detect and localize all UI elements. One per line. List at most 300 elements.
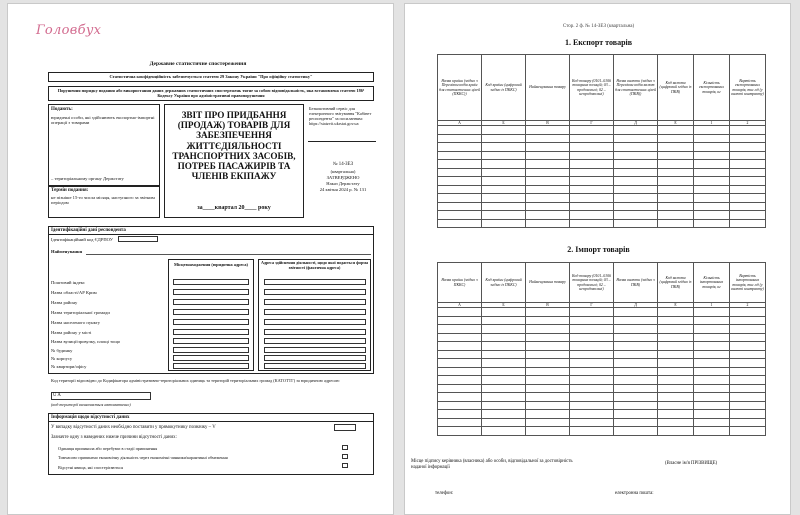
edrpou-field[interactable] xyxy=(118,236,158,242)
import-table-cell[interactable] xyxy=(570,350,614,359)
import-table-cell[interactable] xyxy=(730,350,766,359)
export-table-cell[interactable] xyxy=(694,194,730,203)
import-table-cell[interactable] xyxy=(570,427,614,436)
legal-address-field[interactable] xyxy=(173,319,249,325)
import-table-cell[interactable] xyxy=(438,427,482,436)
export-table-cell[interactable] xyxy=(658,219,694,228)
export-table-cell[interactable] xyxy=(570,151,614,160)
period-line: за____квартал 20____ року xyxy=(197,205,271,211)
export-table-cell[interactable] xyxy=(658,168,694,177)
export-table-cell[interactable] xyxy=(526,185,570,194)
export-table-cell[interactable] xyxy=(526,202,570,211)
export-table-cell[interactable] xyxy=(482,194,526,203)
export-table-cell[interactable] xyxy=(694,185,730,194)
import-table-cell[interactable] xyxy=(658,316,694,325)
export-table-cell[interactable] xyxy=(570,219,614,228)
column-letter: А xyxy=(438,121,482,126)
export-table-cell[interactable] xyxy=(570,160,614,169)
export-table-cell[interactable] xyxy=(438,211,482,220)
export-table-cell[interactable] xyxy=(614,168,658,177)
import-table-cell[interactable] xyxy=(614,384,658,393)
absence-title: Інформація щодо відсутності даних xyxy=(51,415,130,420)
export-table-cell[interactable] xyxy=(570,177,614,186)
import-table-cell[interactable] xyxy=(438,393,482,402)
export-table-cell[interactable] xyxy=(526,194,570,203)
export-table-cell[interactable] xyxy=(614,126,658,135)
legal-address-title: Місцезнаходження (юридична адреса) xyxy=(174,262,248,267)
export-table-cell[interactable] xyxy=(658,194,694,203)
actual-address-field[interactable] xyxy=(264,363,366,369)
export-table-cell[interactable] xyxy=(570,194,614,203)
export-table-cell[interactable] xyxy=(730,202,766,211)
import-table-cell[interactable] xyxy=(658,359,694,368)
import-table-cell[interactable] xyxy=(482,384,526,393)
import-table-cell[interactable] xyxy=(570,359,614,368)
import-table-cell[interactable] xyxy=(438,350,482,359)
column-letter: Д xyxy=(614,303,658,308)
import-table-cell[interactable] xyxy=(438,308,482,317)
import-table-cell[interactable] xyxy=(658,333,694,342)
import-table-cell[interactable] xyxy=(482,410,526,419)
export-table-cell[interactable] xyxy=(482,185,526,194)
import-table-cell[interactable] xyxy=(730,418,766,427)
export-table-cell[interactable] xyxy=(570,202,614,211)
import-table-cell[interactable] xyxy=(730,367,766,376)
import-col-header: Вартість імпортованих товарів, тис.од (у валюті контракту) xyxy=(730,263,766,303)
signature-left: Місце підпису керівника (власника) або особи, відповідальної за достовірність наданої інформації xyxy=(411,459,573,470)
import-table-cell[interactable] xyxy=(614,427,658,436)
legal-address-field[interactable] xyxy=(173,355,249,361)
export-table-cell[interactable] xyxy=(570,126,614,135)
export-table-cell[interactable] xyxy=(730,177,766,186)
actual-address-field[interactable] xyxy=(264,329,366,335)
export-table-cell[interactable] xyxy=(658,202,694,211)
export-table-cell[interactable] xyxy=(570,168,614,177)
import-table-cell[interactable] xyxy=(730,308,766,317)
export-table-cell[interactable] xyxy=(482,211,526,220)
import-table-cell[interactable] xyxy=(438,325,482,334)
import-table-cell[interactable] xyxy=(614,308,658,317)
export-table-cell[interactable] xyxy=(614,143,658,152)
import-table-cell[interactable] xyxy=(658,418,694,427)
import-table-cell[interactable] xyxy=(694,333,730,342)
import-table-cell[interactable] xyxy=(730,410,766,419)
import-table-cell[interactable] xyxy=(658,410,694,419)
export-table-cell[interactable] xyxy=(694,143,730,152)
export-table-cell[interactable] xyxy=(526,219,570,228)
export-table-row xyxy=(438,219,766,228)
import-table-cell[interactable] xyxy=(730,342,766,351)
export-table-cell[interactable] xyxy=(694,126,730,135)
import-table-cell[interactable] xyxy=(482,393,526,402)
address-row-label: Назва вулиці/провулку, площі тощо xyxy=(51,339,121,344)
import-table-cell[interactable] xyxy=(658,427,694,436)
import-table-cell[interactable] xyxy=(730,376,766,385)
export-table-cell[interactable] xyxy=(658,126,694,135)
import-table-cell[interactable] xyxy=(614,325,658,334)
absence-option: Одиниця припинила або перебуває в стадії припинення xyxy=(58,446,158,451)
respondent-title: Ідентифікаційні дані респондента xyxy=(51,228,126,233)
import-table-cell[interactable] xyxy=(570,376,614,385)
column-letter: Г xyxy=(570,121,614,126)
import-table-cell[interactable] xyxy=(526,376,570,385)
legal-address-field[interactable] xyxy=(173,347,249,353)
actual-address-field[interactable] xyxy=(264,347,366,353)
export-table-cell[interactable] xyxy=(614,219,658,228)
export-table-cell[interactable] xyxy=(438,143,482,152)
import-table-cell[interactable] xyxy=(482,350,526,359)
import-table-cell[interactable] xyxy=(730,401,766,410)
import-table-cell[interactable] xyxy=(438,376,482,385)
export-table-cell[interactable] xyxy=(658,211,694,220)
import-table-cell[interactable] xyxy=(526,427,570,436)
import-table-cell[interactable] xyxy=(482,308,526,317)
import-table-cell[interactable] xyxy=(694,308,730,317)
export-table-cell[interactable] xyxy=(730,126,766,135)
export-table-cell[interactable] xyxy=(526,177,570,186)
import-table-cell[interactable] xyxy=(658,367,694,376)
export-table-cell[interactable] xyxy=(658,151,694,160)
export-table-cell[interactable] xyxy=(438,177,482,186)
column-letter: 2 xyxy=(730,303,766,308)
export-table-cell[interactable] xyxy=(482,126,526,135)
import-table-cell[interactable] xyxy=(570,367,614,376)
export-table-cell[interactable] xyxy=(730,219,766,228)
export-table-cell[interactable] xyxy=(694,160,730,169)
export-table-cell[interactable] xyxy=(694,177,730,186)
export-table-cell[interactable] xyxy=(482,134,526,143)
export-table-cell[interactable] xyxy=(730,211,766,220)
export-table-cell[interactable] xyxy=(438,219,482,228)
actual-address-field[interactable] xyxy=(264,299,366,305)
export-table-cell[interactable] xyxy=(694,151,730,160)
legal-address-field[interactable] xyxy=(173,363,249,369)
address-row-label: № квартири/офісу xyxy=(51,364,87,369)
confidentiality-note: Статистична конфіденційність забезпечується статтею 29 Закону України "Про офіційну статистику" xyxy=(109,74,313,79)
column-letter: 1 xyxy=(694,121,730,126)
export-table-cell[interactable] xyxy=(526,211,570,220)
export-table-cell[interactable] xyxy=(614,177,658,186)
export-col-header: Найменування товару xyxy=(526,55,570,121)
export-table-cell[interactable] xyxy=(694,219,730,228)
import-table-cell[interactable] xyxy=(570,325,614,334)
export-table-cell[interactable] xyxy=(614,134,658,143)
import-table-cell[interactable] xyxy=(694,410,730,419)
import-col-header: Назва країни (згідно з ПККС) xyxy=(438,263,482,303)
export-table-cell[interactable] xyxy=(570,143,614,152)
import-table-cell[interactable] xyxy=(730,359,766,368)
approved-date: 24 квітня 2024 р. № 131 xyxy=(319,187,367,192)
legal-address-field[interactable] xyxy=(173,299,249,305)
actual-address-field[interactable] xyxy=(264,279,366,285)
import-table-cell[interactable] xyxy=(658,376,694,385)
import-table-cell[interactable] xyxy=(658,401,694,410)
import-table-cell[interactable] xyxy=(694,384,730,393)
export-col-header: Вартість експортованих товарів, тис.од (у валюті контракту) xyxy=(730,55,766,121)
import-table-cell[interactable] xyxy=(482,342,526,351)
import-table-row xyxy=(438,333,766,342)
import-table-cell[interactable] xyxy=(482,325,526,334)
column-letter: Б xyxy=(482,121,526,126)
export-table-cell[interactable] xyxy=(526,151,570,160)
export-table-row xyxy=(438,194,766,203)
import-table-cell[interactable] xyxy=(570,342,614,351)
import-table-cell[interactable] xyxy=(614,418,658,427)
import-table-cell[interactable] xyxy=(438,384,482,393)
export-table-cell[interactable] xyxy=(730,143,766,152)
import-table-cell[interactable] xyxy=(526,418,570,427)
form-period: (квартальна) xyxy=(330,169,356,174)
export-col-header: Код товару (0101–0106 товарних позицій; 03 – продовольчі; 02 – непродовольчі) xyxy=(570,55,614,121)
export-table-cell[interactable] xyxy=(526,143,570,152)
import-table-cell[interactable] xyxy=(482,359,526,368)
logo: Головбух xyxy=(36,23,102,38)
absence-option-checkbox[interactable] xyxy=(342,454,348,459)
import-table-cell[interactable] xyxy=(438,333,482,342)
import-table-cell[interactable] xyxy=(614,410,658,419)
import-table-cell[interactable] xyxy=(526,359,570,368)
export-table-cell[interactable] xyxy=(730,160,766,169)
import-table-cell[interactable] xyxy=(694,376,730,385)
import-table-cell[interactable] xyxy=(482,418,526,427)
import-table-cell[interactable] xyxy=(614,342,658,351)
column-letter: Е xyxy=(658,121,694,126)
export-table-cell[interactable] xyxy=(438,134,482,143)
deadline-title: Термін подання: xyxy=(51,188,89,193)
export-table-cell[interactable] xyxy=(658,185,694,194)
import-table-cell[interactable] xyxy=(438,316,482,325)
column-letter: 1 xyxy=(694,303,730,308)
import-table-row xyxy=(438,384,766,393)
legal-address-field[interactable] xyxy=(173,289,249,295)
export-table-cell[interactable] xyxy=(438,160,482,169)
export-table-cell[interactable] xyxy=(694,168,730,177)
actual-address-field[interactable] xyxy=(264,338,366,344)
import-table-cell[interactable] xyxy=(694,393,730,402)
import-table-cell[interactable] xyxy=(570,401,614,410)
import-table-cell[interactable] xyxy=(694,401,730,410)
column-letter: 2 xyxy=(730,121,766,126)
export-table-cell[interactable] xyxy=(482,143,526,152)
export-table-cell[interactable] xyxy=(730,151,766,160)
export-table-cell[interactable] xyxy=(658,177,694,186)
address-row-label: № корпусу xyxy=(51,356,73,361)
import-table-cell[interactable] xyxy=(658,350,694,359)
export-table-row xyxy=(438,202,766,211)
export-table-cell[interactable] xyxy=(570,185,614,194)
import-table-cell[interactable] xyxy=(570,384,614,393)
deadline-text: не пізніше 15-го числа місяця, наступного за звітним періодом xyxy=(51,195,155,206)
approved-text: Наказ Держстату xyxy=(326,181,360,186)
signature-right: (Власне ім'я ПРІЗВИЩЕ) xyxy=(665,461,718,466)
import-table-cell[interactable] xyxy=(438,342,482,351)
actual-address-field[interactable] xyxy=(264,319,366,325)
import-table-row xyxy=(438,410,766,419)
export-table-cell[interactable] xyxy=(482,151,526,160)
import-table-cell[interactable] xyxy=(438,410,482,419)
import-table-cell[interactable] xyxy=(614,376,658,385)
import-table-cell[interactable] xyxy=(694,359,730,368)
import-table xyxy=(437,262,766,436)
export-table-cell[interactable] xyxy=(730,168,766,177)
export-table-cell[interactable] xyxy=(526,168,570,177)
export-table-row xyxy=(438,168,766,177)
export-table-cell[interactable] xyxy=(438,194,482,203)
export-table-cell[interactable] xyxy=(694,202,730,211)
import-table-cell[interactable] xyxy=(658,325,694,334)
submitters-text: юридичні особи, які здійснюють експортно-імпортні операції з товарами xyxy=(51,115,155,126)
page-header: Стор. 2 ф. № 14-ЗЕЗ (квартальна) xyxy=(562,24,635,29)
export-table-cell[interactable] xyxy=(438,185,482,194)
import-table-cell[interactable] xyxy=(570,316,614,325)
import-table-cell[interactable] xyxy=(570,393,614,402)
import-table-cell[interactable] xyxy=(570,418,614,427)
export-table-cell[interactable] xyxy=(658,143,694,152)
import-table-cell[interactable] xyxy=(482,376,526,385)
import-col-header: Код товару (0101–0106 товарних позицій; 03 – продовольчі; 02 – непродовольчі) xyxy=(570,263,614,303)
export-table-cell[interactable] xyxy=(526,126,570,135)
export-table-cell[interactable] xyxy=(526,160,570,169)
absence-checkbox[interactable] xyxy=(334,424,356,431)
import-table-cell[interactable] xyxy=(570,333,614,342)
import-table-cell[interactable] xyxy=(614,367,658,376)
katottg-field[interactable] xyxy=(51,392,151,400)
import-table-cell[interactable] xyxy=(730,316,766,325)
import-table-cell[interactable] xyxy=(614,393,658,402)
export-table-cell[interactable] xyxy=(526,134,570,143)
katottg-note: (код території визначається автоматично) xyxy=(51,402,131,407)
import-table-row xyxy=(438,308,766,317)
export-table-cell[interactable] xyxy=(482,160,526,169)
violation-note: Порушення порядку подання або використання даних державних статистичних спостережень тягне за собою відповідальність, яка встановлена статтею 186³ Кодексу України про адміністративні правопорушення xyxy=(57,88,365,98)
import-table-cell[interactable] xyxy=(730,333,766,342)
katottg-text: Код території відповідно до Кодифікатора адміністративно-територіальних одиниць та територій територіальних громад (КАТОТТГ) за юридичною адресою xyxy=(51,378,340,383)
legal-address-field[interactable] xyxy=(173,338,249,344)
export-col-header: Назва країни (згідно з Переліком кодів країн для статистичних цілей (ПККС)) xyxy=(438,55,482,121)
import-table-cell[interactable] xyxy=(570,308,614,317)
export-table-cell[interactable] xyxy=(482,168,526,177)
actual-address-field[interactable] xyxy=(264,309,366,315)
import-table-cell[interactable] xyxy=(658,342,694,351)
export-table-cell[interactable] xyxy=(438,202,482,211)
export-table-cell[interactable] xyxy=(730,194,766,203)
import-table-cell[interactable] xyxy=(526,316,570,325)
export-table-cell[interactable] xyxy=(438,126,482,135)
import-table-cell[interactable] xyxy=(482,367,526,376)
import-table-cell[interactable] xyxy=(730,325,766,334)
export-table-row xyxy=(438,160,766,169)
import-table-cell[interactable] xyxy=(526,333,570,342)
export-table-cell[interactable] xyxy=(694,134,730,143)
actual-address-title: Адреса здійснення діяльності, щодо якої подається форма звітності (фактична адреса) xyxy=(260,260,369,270)
export-table-cell[interactable] xyxy=(658,134,694,143)
import-table-cell[interactable] xyxy=(526,410,570,419)
export-table-cell[interactable] xyxy=(614,211,658,220)
export-table-cell[interactable] xyxy=(614,160,658,169)
legal-address-field[interactable] xyxy=(173,279,249,285)
absence-option-checkbox[interactable] xyxy=(342,445,348,450)
export-table-cell[interactable] xyxy=(614,185,658,194)
import-table-cell[interactable] xyxy=(694,418,730,427)
actual-address-field[interactable] xyxy=(264,355,366,361)
import-table-cell[interactable] xyxy=(438,418,482,427)
import-table-cell[interactable] xyxy=(482,333,526,342)
address-row-label: Назва населеного пункту xyxy=(51,320,101,325)
import-table-cell[interactable] xyxy=(482,401,526,410)
import-table-cell[interactable] xyxy=(694,350,730,359)
import-table-cell[interactable] xyxy=(526,384,570,393)
export-table-cell[interactable] xyxy=(438,151,482,160)
import-table-cell[interactable] xyxy=(694,367,730,376)
import-table-cell[interactable] xyxy=(482,427,526,436)
import-table-cell[interactable] xyxy=(658,308,694,317)
export-table-cell[interactable] xyxy=(658,160,694,169)
export-table-cell[interactable] xyxy=(438,168,482,177)
import-table-cell[interactable] xyxy=(526,325,570,334)
header-title: Державне статистичне спостереження xyxy=(149,61,247,67)
import-table-cell[interactable] xyxy=(614,333,658,342)
absence-option-checkbox[interactable] xyxy=(342,463,348,468)
import-table-cell[interactable] xyxy=(438,359,482,368)
actual-address-field[interactable] xyxy=(264,289,366,295)
import-table-row xyxy=(438,342,766,351)
import-table-cell[interactable] xyxy=(438,401,482,410)
export-table-row xyxy=(438,134,766,143)
import-table-cell[interactable] xyxy=(526,342,570,351)
export-table-cell[interactable] xyxy=(482,177,526,186)
import-col-header: Кількість імпортованих товарів, кг xyxy=(694,263,730,303)
import-table-cell[interactable] xyxy=(614,316,658,325)
import-table-cell[interactable] xyxy=(694,325,730,334)
legal-address-field[interactable] xyxy=(173,329,249,335)
import-table-cell[interactable] xyxy=(526,308,570,317)
export-table-cell[interactable] xyxy=(570,211,614,220)
export-table-cell[interactable] xyxy=(614,202,658,211)
import-table-cell[interactable] xyxy=(438,367,482,376)
export-table-cell[interactable] xyxy=(614,151,658,160)
export-table-cell[interactable] xyxy=(730,185,766,194)
absence-text: У випадку відсутності даних необхідно поставити у прямокутнику позначку – V xyxy=(51,425,216,430)
import-table-cell[interactable] xyxy=(694,427,730,436)
import-table-cell[interactable] xyxy=(694,342,730,351)
import-table-cell[interactable] xyxy=(526,401,570,410)
import-table-cell[interactable] xyxy=(614,359,658,368)
export-table-cell[interactable] xyxy=(482,202,526,211)
name-label: Найменування xyxy=(51,249,83,254)
export-table-cell[interactable] xyxy=(482,219,526,228)
import-table-cell[interactable] xyxy=(614,401,658,410)
export-table xyxy=(437,54,766,228)
import-table-cell[interactable] xyxy=(730,384,766,393)
import-table-cell[interactable] xyxy=(658,393,694,402)
import-table-cell[interactable] xyxy=(526,367,570,376)
import-table-cell[interactable] xyxy=(658,384,694,393)
export-table-cell[interactable] xyxy=(570,134,614,143)
import-table-cell[interactable] xyxy=(482,316,526,325)
import-table-cell[interactable] xyxy=(694,316,730,325)
import-table-cell[interactable] xyxy=(526,350,570,359)
import-table-cell[interactable] xyxy=(526,393,570,402)
import-table-cell[interactable] xyxy=(570,410,614,419)
import-table-cell[interactable] xyxy=(614,350,658,359)
export-table-cell[interactable] xyxy=(614,194,658,203)
import-table-cell[interactable] xyxy=(730,393,766,402)
import-table-row xyxy=(438,418,766,427)
export-table-cell[interactable] xyxy=(730,134,766,143)
import-table-cell[interactable] xyxy=(730,427,766,436)
legal-address-field[interactable] xyxy=(173,309,249,315)
export-table-cell[interactable] xyxy=(694,211,730,220)
